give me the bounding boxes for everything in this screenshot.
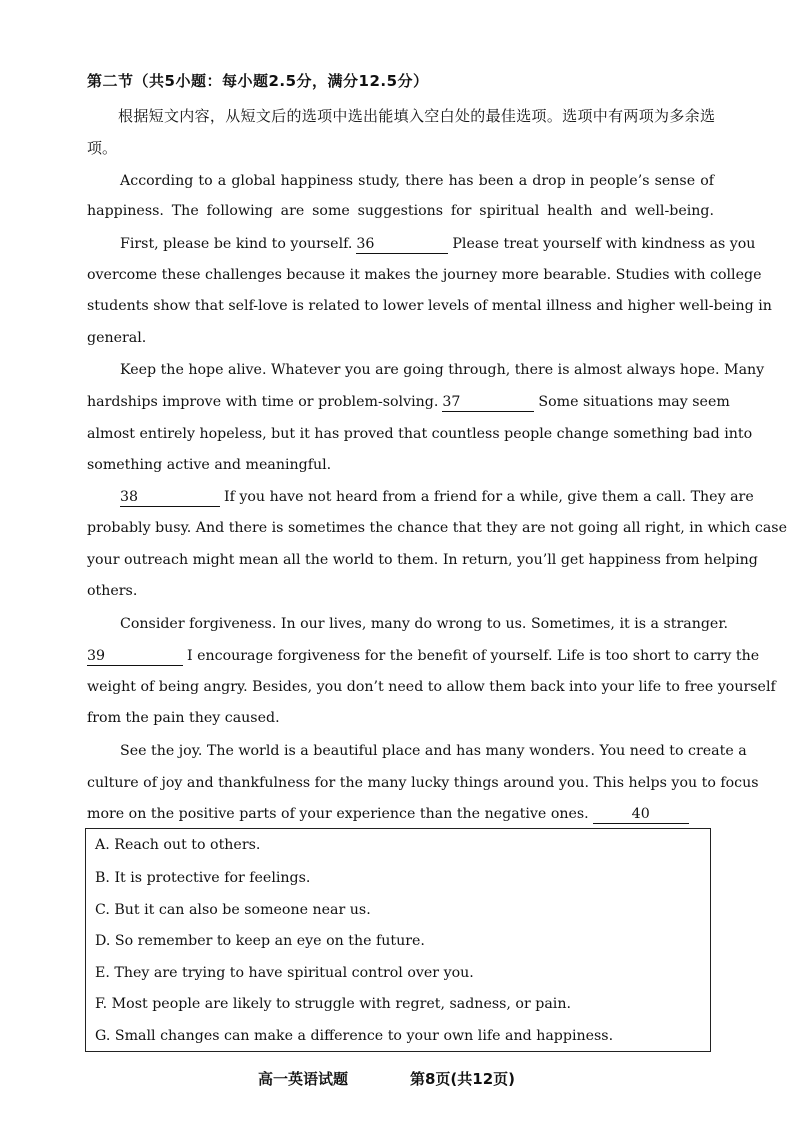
instructions: 根据短文内容，从短文后的选项中选出能填入空白处的最佳选项。选项中有两项为多余选项。: [87, 107, 715, 157]
passage-text: I encourage forgiveness for the benefit of yourself. Life is too short to carry the: [187, 648, 760, 664]
passage-line: almost entirely hopeless, but it has proved that countless people change something bad into: [87, 426, 753, 442]
passage-text: more on the positive parts of your experience than the negative ones.: [87, 806, 589, 822]
passage-line: [87, 392, 730, 412]
passage-line: others.: [87, 583, 138, 599]
blank-38: 38: [120, 488, 220, 507]
passage-line: something active and meaningful.: [87, 457, 332, 473]
option-d: D. So remember to keep an eye on the future.: [95, 933, 425, 949]
blank-36: 36: [356, 235, 448, 254]
passage-line: your outreach might mean all the world to them. In return, you’ll get happiness from helping: [87, 552, 758, 568]
options-box: [85, 828, 711, 1052]
passage-line: According to a global happiness study, there has been a drop in people’s sense of: [120, 173, 714, 189]
passage-line: general.: [87, 330, 147, 346]
passage-line: happiness. The following are some suggestions for spiritual health and well-being.: [87, 203, 714, 219]
passage-line: [120, 234, 756, 254]
passage-text: If you have not heard from a friend for a while, give them a call. They are: [224, 489, 754, 505]
passage-line: from the pain they caused.: [87, 710, 280, 726]
passage-text: Some situations may seem: [538, 394, 730, 410]
passage-text: First, please be kind to yourself.: [120, 236, 353, 252]
passage-line: Keep the hope alive. Whatever you are going through, there is almost always hope. Many: [120, 362, 765, 378]
footer-page-number: 第8页(共12页): [410, 1070, 516, 1088]
footer-subject: 高一英语试题: [258, 1070, 349, 1088]
passage-line: Consider forgiveness. In our lives, many do wrong to us. Sometimes, it is a stranger.: [120, 616, 729, 632]
option-b: B. It is protective for feelings.: [95, 870, 311, 886]
option-f: F. Most people are likely to struggle with regret, sadness, or pain.: [95, 996, 571, 1012]
option-e: E. They are trying to have spiritual control over you.: [95, 965, 474, 981]
passage-line: See the joy. The world is a beautiful place and has many wonders. You need to create a: [120, 743, 747, 759]
option-g: G. Small changes can make a difference to your own life and happiness.: [95, 1028, 614, 1044]
passage-line: [87, 646, 760, 666]
section-header: 第二节（共5小题：每小题2.5分，满分12.5分）: [87, 72, 429, 90]
option-a: A. Reach out to others.: [95, 837, 261, 853]
passage-line: overcome these challenges because it makes the journey more bearable. Studies with college: [87, 267, 762, 283]
passage-line: probably busy. And there is sometimes the chance that they are not going all right, in which case: [87, 520, 787, 536]
blank-39: 39: [87, 647, 183, 666]
passage-line: culture of joy and thankfulness for the many lucky things around you. This helps you to focus: [87, 775, 759, 791]
option-c: C. But it can also be someone near us.: [95, 902, 371, 918]
blank-40: 40: [593, 805, 689, 824]
blank-37: 37: [442, 393, 534, 412]
passage-line: [120, 487, 754, 507]
passage-line: students show that self-love is related to lower levels of mental illness and higher well-being in: [87, 298, 772, 314]
passage-text: Please treat yourself with kindness as you: [452, 236, 756, 252]
passage-line: weight of being angry. Besides, you don’t need to allow them back into your life to free yourself: [87, 679, 776, 695]
passage-line: [87, 804, 714, 824]
passage-text: hardships improve with time or problem-solving.: [87, 394, 439, 410]
